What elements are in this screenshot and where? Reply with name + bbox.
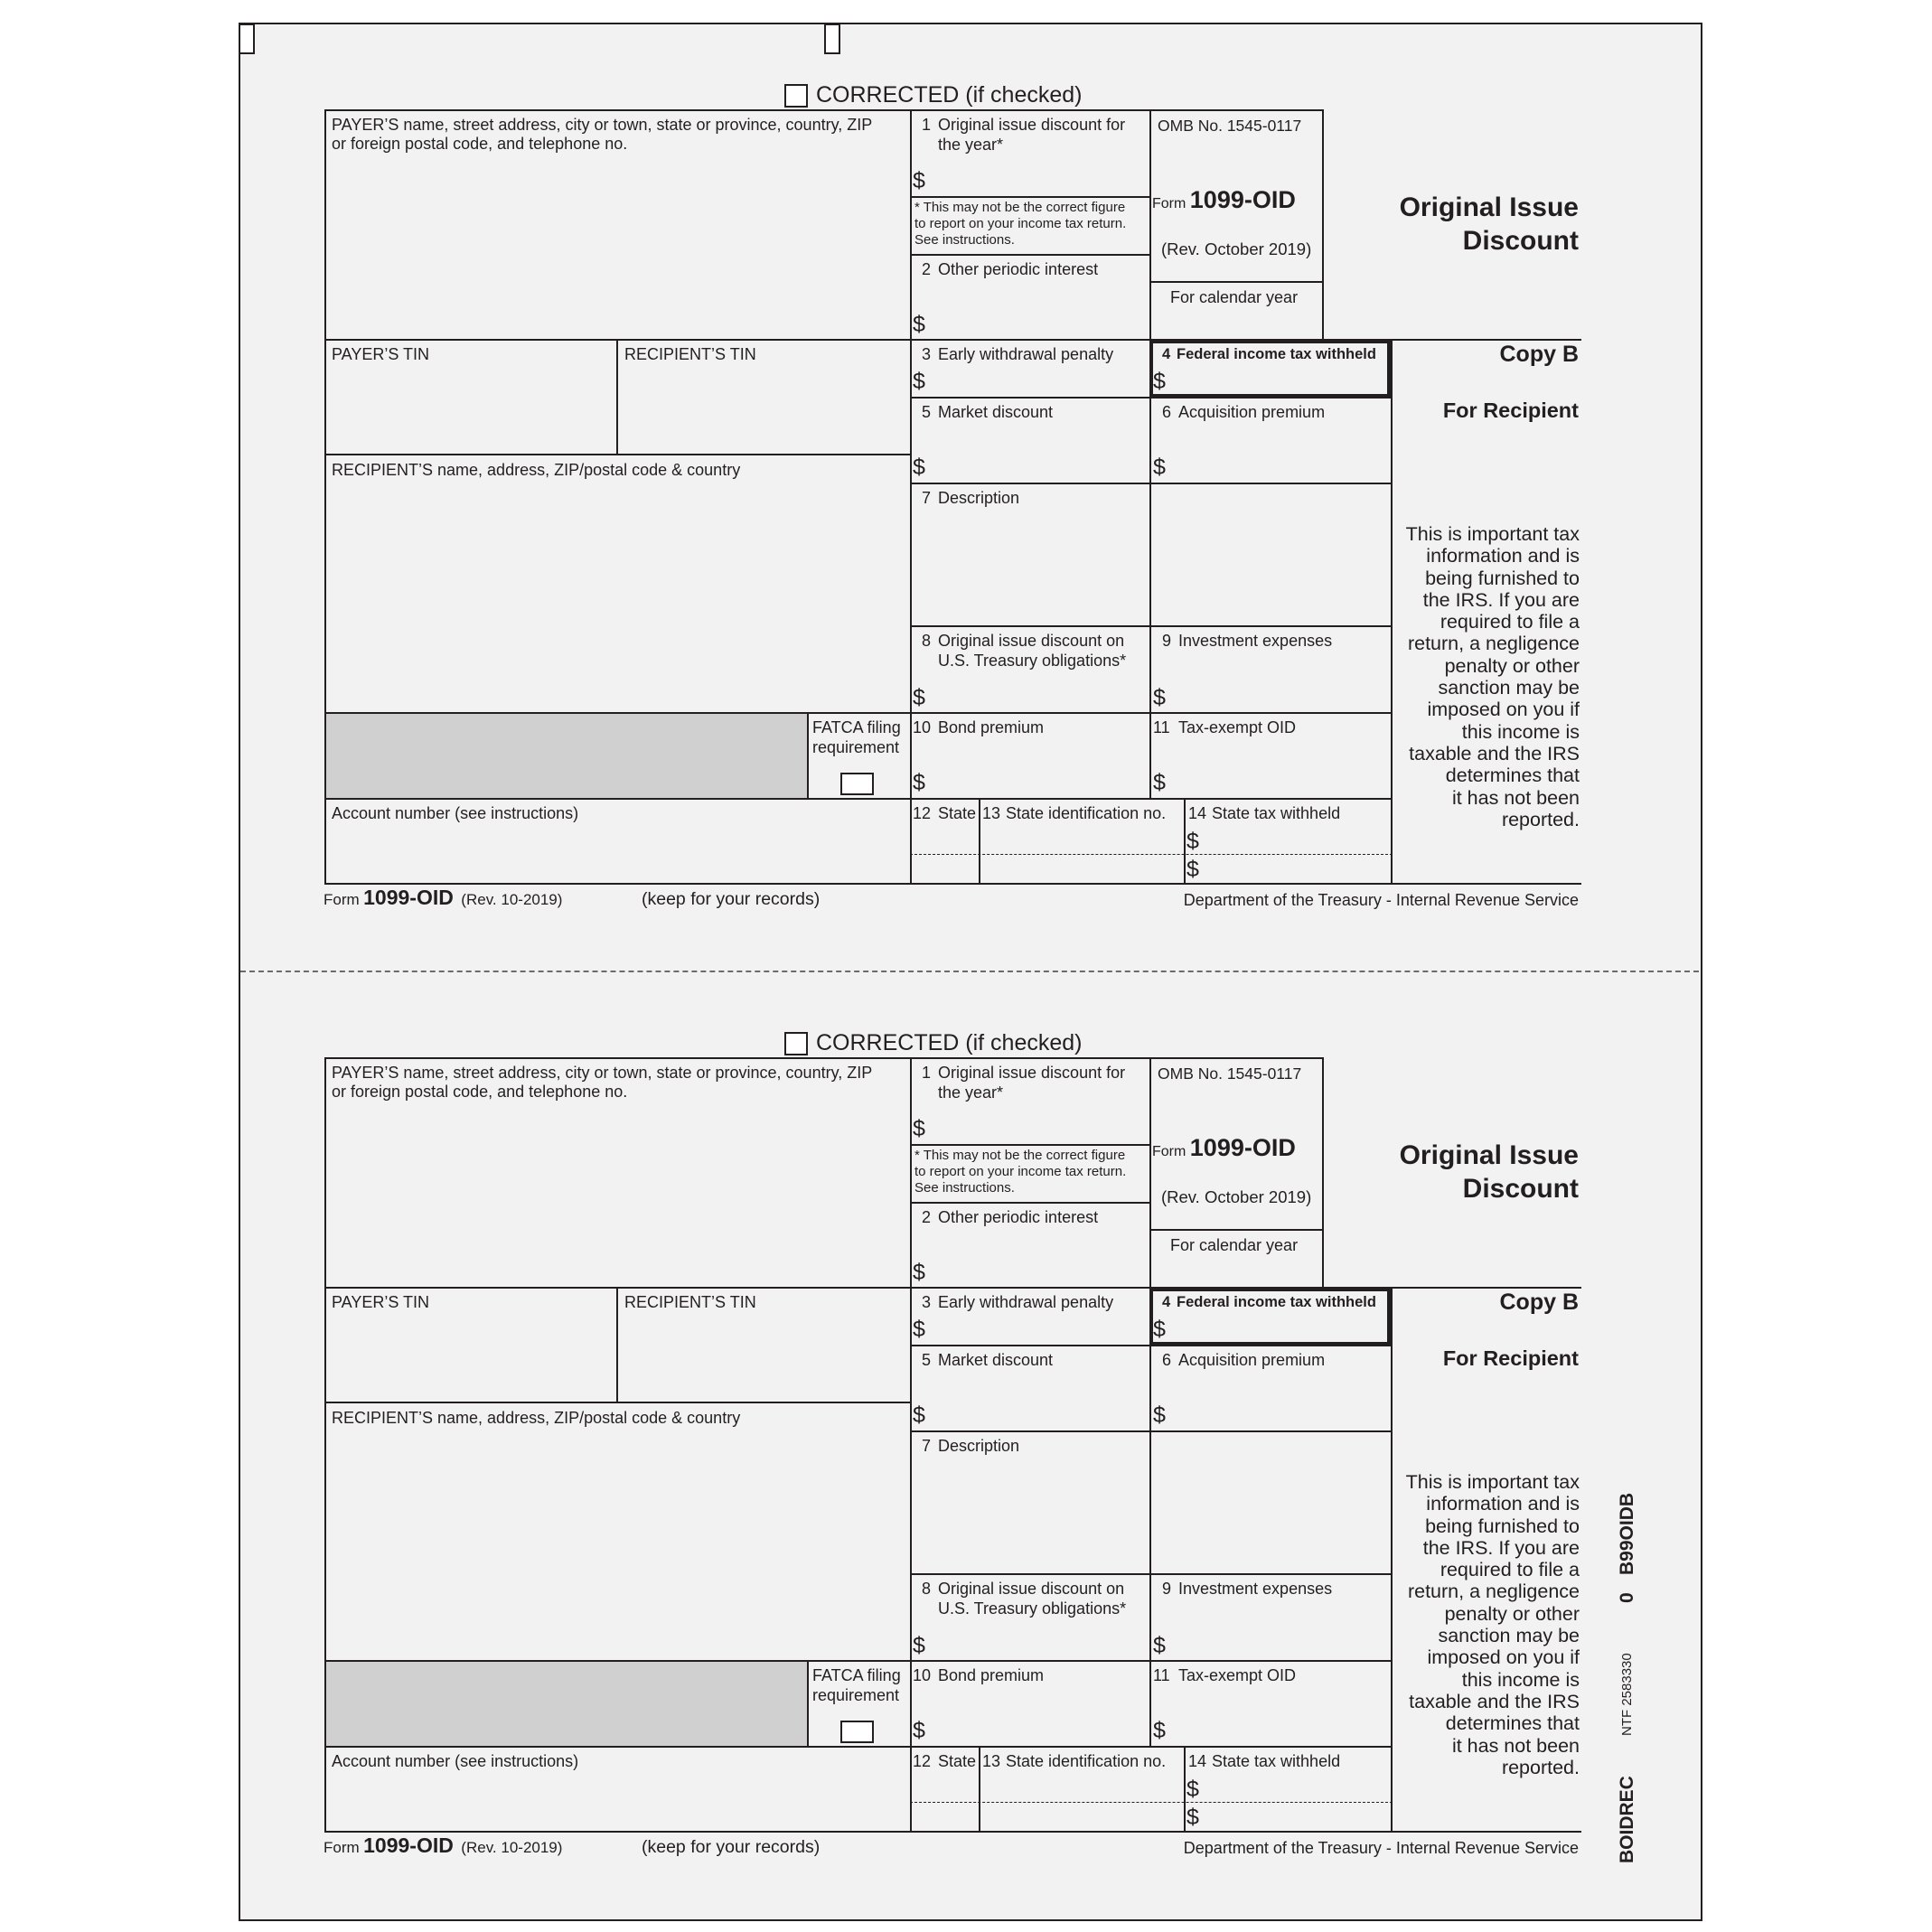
- form-rule: [1184, 798, 1186, 885]
- form-rule: [910, 1202, 1151, 1204]
- box8-label: Original issue discount on: [938, 1580, 1125, 1598]
- notice-line: return, a negligence: [1407, 633, 1580, 655]
- box1-dollar: $: [913, 168, 925, 193]
- box8-number: 8: [922, 1580, 932, 1598]
- form-rule: [324, 883, 1581, 885]
- notice-line: being furnished to: [1425, 1515, 1580, 1537]
- box8-label: Original issue discount on: [938, 632, 1125, 650]
- account-number-label: Account number (see instructions): [332, 804, 579, 822]
- corrected-label: CORRECTED (if checked): [816, 82, 1083, 108]
- recipient-name-label: RECIPIENT’S name, address, ZIP/postal code & country: [332, 1409, 741, 1427]
- form-rule: [910, 483, 1393, 484]
- form-rule: [910, 196, 1151, 198]
- box1-label: Original issue discount for: [938, 116, 1126, 134]
- box3-dollar: $: [913, 369, 925, 394]
- box2-dollar: $: [913, 312, 925, 337]
- box1-number: 1: [922, 116, 932, 134]
- omb-number: OMB No. 1545-0117: [1158, 117, 1302, 135]
- box3-number: 3: [922, 1293, 932, 1311]
- side-code-4: BOIDREC: [1617, 1776, 1637, 1863]
- box14-dollar-2: $: [1186, 857, 1199, 882]
- notice-line: sanction may be: [1438, 677, 1580, 699]
- notice-text: [1363, 523, 1580, 830]
- box4-number: 4: [1162, 1294, 1171, 1310]
- box9-label: Investment expenses: [1178, 1580, 1333, 1598]
- notice-line: penalty or other: [1444, 654, 1580, 677]
- form-rule: [1149, 339, 1151, 798]
- form-rule: [616, 339, 618, 454]
- corrected-label: CORRECTED (if checked): [816, 1030, 1083, 1055]
- box4-label: Federal income tax withheld: [1177, 1294, 1376, 1310]
- box3-label: Early withdrawal penalty: [938, 345, 1114, 363]
- box13-label: State identification no.: [1006, 804, 1167, 822]
- form-id-block: [1152, 1134, 1296, 1162]
- box5-dollar: $: [913, 1402, 925, 1428]
- form-rule: [1149, 281, 1324, 283]
- form-word: Form: [1152, 196, 1186, 211]
- box11-number: 11: [1153, 718, 1170, 736]
- form-rule: [910, 109, 912, 885]
- form-rule: [324, 339, 1581, 341]
- corrected-checkbox[interactable]: [784, 84, 808, 108]
- form-rule: [807, 712, 809, 798]
- box6-label: Acquisition premium: [1178, 1351, 1326, 1369]
- footer-form-block: [324, 886, 562, 910]
- payer-name-label: PAYER’S name, street address, city or town, state or province, country, ZIP: [332, 116, 873, 134]
- box10-dollar: $: [913, 1718, 925, 1743]
- notice-line: required to file a: [1440, 611, 1580, 633]
- calendar-year-label: For calendar year: [1170, 1236, 1299, 1254]
- footer-revision: (Rev. 10-2019): [461, 1839, 563, 1856]
- box4-label: Federal income tax withheld: [1177, 346, 1376, 362]
- notice-line: required to file a: [1440, 1559, 1580, 1581]
- box14-number: 14: [1188, 804, 1207, 822]
- box13-number: 13: [982, 804, 1001, 822]
- box9-dollar: $: [1153, 1633, 1166, 1658]
- notice-line: return, a negligence: [1407, 1580, 1580, 1603]
- box6-number: 6: [1162, 403, 1172, 421]
- box9-number: 9: [1162, 632, 1172, 650]
- footer-revision: (Rev. 10-2019): [461, 891, 563, 908]
- form-rule: [324, 1746, 1393, 1748]
- footer-form-word: Form: [324, 1839, 360, 1856]
- box11-dollar: $: [1153, 770, 1166, 795]
- box4-dollar: $: [1153, 369, 1166, 394]
- box14-label: State tax withheld: [1212, 1752, 1341, 1770]
- form-id-block: [1152, 186, 1296, 214]
- form-word: Form: [1152, 1144, 1186, 1159]
- form-rule: [1149, 1287, 1151, 1746]
- box5-dollar: $: [913, 455, 925, 480]
- box1-note-2: to report on your income tax return.: [914, 216, 1127, 231]
- box12-number: 12: [913, 1752, 932, 1770]
- box10-number: 10: [913, 718, 932, 736]
- notice-line: taxable and the IRS: [1409, 742, 1580, 764]
- fatca-label-2: requirement: [812, 738, 900, 756]
- form-rule: [324, 1057, 1324, 1059]
- form-rule: [1149, 1229, 1324, 1231]
- box5-label: Market discount: [938, 1351, 1054, 1369]
- notice-line: This is important tax: [1405, 523, 1580, 545]
- notice-line: determines that: [1445, 1712, 1580, 1735]
- box11-label: Tax-exempt OID: [1178, 718, 1297, 736]
- box11-number: 11: [1153, 1666, 1170, 1684]
- notice-line: it has not been: [1451, 786, 1580, 809]
- form-rule: [1184, 1746, 1186, 1833]
- footer-keep-label: (keep for your records): [642, 1837, 821, 1857]
- payer-name-label: PAYER’S name, street address, city or town, state or province, country, ZIP: [332, 1064, 873, 1082]
- form-rule: [910, 1802, 1393, 1803]
- form-title: Original Issue: [1399, 1140, 1579, 1170]
- notice-line: being furnished to: [1425, 567, 1580, 589]
- fatca-label: FATCA filing: [812, 1666, 901, 1684]
- box8-label-2: U.S. Treasury obligations*: [938, 1599, 1127, 1618]
- form-rule: [324, 454, 912, 455]
- account-number-label: Account number (see instructions): [332, 1752, 579, 1770]
- copy-b-label: Copy B: [1499, 1290, 1579, 1315]
- box1-label-2: the year*: [938, 136, 1004, 154]
- box2-label: Other periodic interest: [938, 260, 1099, 278]
- box8-dollar: $: [913, 685, 925, 710]
- box1-label: Original issue discount for: [938, 1064, 1126, 1082]
- box5-label: Market discount: [938, 403, 1054, 421]
- box10-number: 10: [913, 1666, 932, 1684]
- notice-line: This is important tax: [1405, 1471, 1580, 1493]
- payer-name-label-2: or foreign postal code, and telephone no.: [332, 1083, 628, 1101]
- recipient-tin-label: RECIPIENT’S TIN: [624, 1293, 756, 1311]
- form-id: 1099-OID: [1189, 1134, 1296, 1161]
- box7-number: 7: [922, 489, 932, 507]
- notice-line: taxable and the IRS: [1409, 1690, 1580, 1712]
- fatca-checkbox[interactable]: [840, 773, 874, 795]
- payer-tin-label: PAYER’S TIN: [332, 345, 430, 363]
- box2-number: 2: [922, 260, 932, 278]
- box8-label-2: U.S. Treasury obligations*: [938, 652, 1127, 670]
- for-recipient-label: For Recipient: [1442, 1346, 1579, 1370]
- box1-note-3: See instructions.: [914, 1180, 1015, 1196]
- corrected-checkbox[interactable]: [784, 1032, 808, 1055]
- for-recipient-label: For Recipient: [1442, 399, 1579, 422]
- box10-label: Bond premium: [938, 718, 1045, 736]
- form-rule: [324, 1287, 1581, 1289]
- box14-dollar: $: [1186, 1777, 1199, 1802]
- box4-dollar: $: [1153, 1317, 1166, 1342]
- omb-number: OMB No. 1545-0117: [1158, 1064, 1302, 1083]
- box7-label: Description: [938, 1437, 1020, 1455]
- fatca-label-2: requirement: [812, 1686, 900, 1704]
- box7-number: 7: [922, 1437, 932, 1455]
- notice-line: imposed on you if: [1427, 1646, 1580, 1669]
- form-rule: [910, 625, 1393, 627]
- notice-line: reported.: [1501, 1756, 1580, 1778]
- form-title: Original Issue: [1399, 192, 1579, 222]
- notice-line: this income is: [1461, 720, 1580, 743]
- box14-label: State tax withheld: [1212, 804, 1341, 822]
- notice-line: this income is: [1461, 1668, 1580, 1691]
- form-rule: [616, 1287, 618, 1402]
- box3-label: Early withdrawal penalty: [938, 1293, 1114, 1311]
- payer-tin-label: PAYER’S TIN: [332, 1293, 430, 1311]
- box6-number: 6: [1162, 1351, 1172, 1369]
- box9-dollar: $: [1153, 685, 1166, 710]
- notice-line: information and is: [1426, 545, 1580, 567]
- shaded-area: [326, 1662, 807, 1746]
- form-rule: [1149, 1057, 1151, 1287]
- notice-line: reported.: [1501, 808, 1580, 830]
- footer-department: Department of the Treasury - Internal Revenue Service: [1183, 891, 1579, 909]
- side-code-2: 0: [1617, 1592, 1637, 1603]
- recipient-tin-label: RECIPIENT’S TIN: [624, 345, 756, 363]
- box10-label: Bond premium: [938, 1666, 1045, 1684]
- footer-department: Department of the Treasury - Internal Revenue Service: [1183, 1839, 1579, 1857]
- payer-name-label-2: or foreign postal code, and telephone no.: [332, 135, 628, 153]
- box1-note-3: See instructions.: [914, 232, 1015, 248]
- form-rule: [910, 1057, 912, 1833]
- box13-label: State identification no.: [1006, 1752, 1167, 1770]
- box8-dollar: $: [913, 1633, 925, 1658]
- box6-dollar: $: [1153, 1402, 1166, 1428]
- box4-number: 4: [1162, 346, 1171, 362]
- box12-number: 12: [913, 804, 932, 822]
- box12-label: State: [938, 1752, 977, 1770]
- footer-form-block: [324, 1834, 562, 1858]
- notice-line: penalty or other: [1444, 1602, 1580, 1625]
- box11-dollar: $: [1153, 1718, 1166, 1743]
- notice-line: sanction may be: [1438, 1625, 1580, 1647]
- form-rule: [324, 1831, 1581, 1833]
- box5-number: 5: [922, 1351, 932, 1369]
- box2-dollar: $: [913, 1260, 925, 1285]
- box14-number: 14: [1188, 1752, 1207, 1770]
- form-rule: [1149, 109, 1151, 339]
- fatca-label: FATCA filing: [812, 718, 901, 736]
- notice-line: the IRS. If you are: [1422, 588, 1580, 611]
- form-rule: [910, 254, 1151, 256]
- form-rule: [910, 1144, 1151, 1146]
- form-rule: [324, 798, 1393, 800]
- side-code-1: B99OIDB: [1617, 1492, 1637, 1575]
- form-revision: (Rev. October 2019): [1161, 1187, 1312, 1206]
- notice-line: determines that: [1445, 764, 1580, 787]
- box5-number: 5: [922, 403, 932, 421]
- fatca-checkbox[interactable]: [840, 1721, 874, 1743]
- form-title-2: Discount: [1462, 1174, 1579, 1204]
- footer-form-id: 1099-OID: [363, 1834, 454, 1857]
- form-copy-bottom: [0, 948, 1932, 1896]
- box14-dollar: $: [1186, 829, 1199, 854]
- box2-label: Other periodic interest: [938, 1208, 1099, 1226]
- notice-line: information and is: [1426, 1493, 1580, 1515]
- box8-number: 8: [922, 632, 932, 650]
- form-rule: [324, 1402, 912, 1403]
- notice-line: imposed on you if: [1427, 699, 1580, 721]
- box12-label: State: [938, 804, 977, 822]
- box13-number: 13: [982, 1752, 1001, 1770]
- shaded-area: [326, 714, 807, 798]
- form-rule: [979, 1746, 980, 1833]
- notice-line: the IRS. If you are: [1422, 1536, 1580, 1559]
- form-revision: (Rev. October 2019): [1161, 239, 1312, 258]
- box6-dollar: $: [1153, 455, 1166, 480]
- form-copy-top: [0, 0, 1932, 948]
- notice-text: [1363, 1471, 1580, 1778]
- box6-label: Acquisition premium: [1178, 403, 1326, 421]
- form-title-2: Discount: [1462, 226, 1579, 256]
- form-rule: [324, 109, 1324, 111]
- box10-dollar: $: [913, 770, 925, 795]
- box3-number: 3: [922, 345, 932, 363]
- box7-label: Description: [938, 489, 1020, 507]
- box3-dollar: $: [913, 1317, 925, 1342]
- form-rule: [910, 1573, 1393, 1575]
- side-code-3: NTF 2583330: [1619, 1653, 1635, 1736]
- form-id: 1099-OID: [1189, 186, 1296, 213]
- box9-label: Investment expenses: [1178, 632, 1333, 650]
- box11-label: Tax-exempt OID: [1178, 1666, 1297, 1684]
- copy-b-label: Copy B: [1499, 342, 1579, 367]
- form-rule: [910, 854, 1393, 855]
- box1-note-2: to report on your income tax return.: [914, 1164, 1127, 1179]
- box1-dollar: $: [913, 1116, 925, 1141]
- notice-line: it has not been: [1451, 1734, 1580, 1757]
- form-rule: [910, 1430, 1393, 1432]
- box1-number: 1: [922, 1064, 932, 1082]
- box1-note: * This may not be the correct figure: [914, 200, 1126, 215]
- recipient-name-label: RECIPIENT’S name, address, ZIP/postal code & country: [332, 461, 741, 479]
- form-rule: [979, 798, 980, 885]
- box1-note: * This may not be the correct figure: [914, 1148, 1126, 1163]
- box14-dollar-2: $: [1186, 1805, 1199, 1830]
- footer-keep-label: (keep for your records): [642, 889, 821, 909]
- box2-number: 2: [922, 1208, 932, 1226]
- box9-number: 9: [1162, 1580, 1172, 1598]
- form-rule: [807, 1660, 809, 1746]
- footer-form-id: 1099-OID: [363, 886, 454, 909]
- calendar-year-label: For calendar year: [1170, 288, 1299, 306]
- box1-label-2: the year*: [938, 1083, 1004, 1102]
- footer-form-word: Form: [324, 891, 360, 908]
